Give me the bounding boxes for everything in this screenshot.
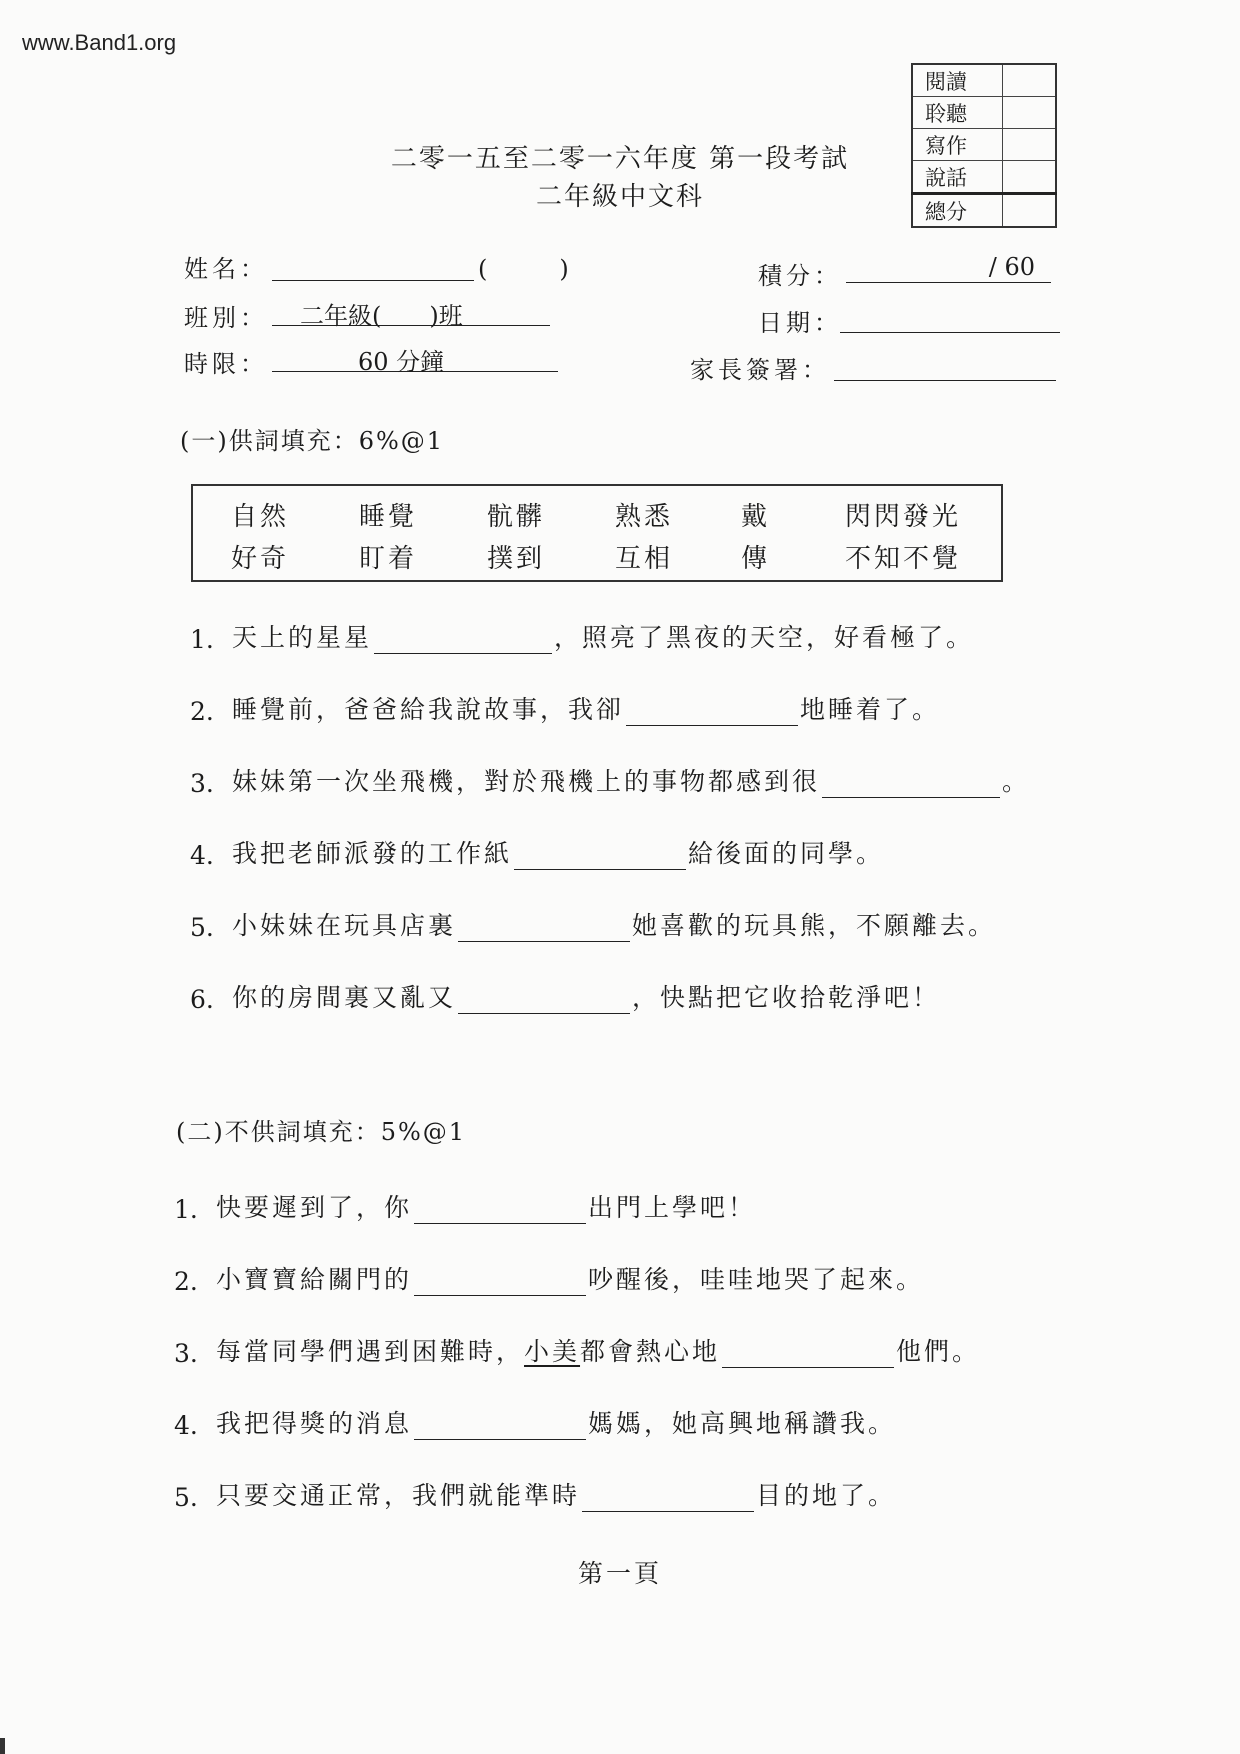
score-label: 寫作 [912, 129, 1003, 161]
answer-blank[interactable] [458, 913, 630, 942]
question-text: 。 [1002, 767, 1031, 796]
question [190, 618, 974, 654]
question-number: 2. [190, 697, 214, 726]
page-number: 第一頁 [577, 1559, 662, 1588]
section2-title: (二)不供詞填充：5%@1 [176, 1118, 467, 1146]
score-label: 聆聽 [912, 97, 1003, 129]
word-bank-item: 盯着 [359, 544, 418, 574]
question-text: 出門上學吧！ [588, 1193, 757, 1222]
word-bank-item: 撲到 [487, 544, 546, 574]
question-text: 吵醒後，哇哇地哭了起來。 [588, 1265, 925, 1294]
question-text: 每當同學們遇到困難時， [216, 1337, 525, 1366]
time-limit-value: 60 分鐘 [358, 348, 445, 376]
class-field[interactable] [272, 296, 550, 330]
question-text: 妹妹第一次坐飛機，對於飛機上的事物都感到很 [232, 767, 821, 796]
score-cell[interactable] [1003, 64, 1057, 97]
score-label: 總分 [912, 194, 1003, 228]
name-label: 姓名： [184, 255, 268, 283]
score-cell[interactable] [1003, 97, 1057, 129]
date-label: 日期： [758, 309, 842, 337]
class-label: 班別： [184, 304, 268, 332]
question [174, 1188, 756, 1224]
question [190, 690, 940, 726]
question-text: 快要遲到了，你 [216, 1193, 413, 1222]
score-row-reading [912, 64, 1056, 97]
time-limit-field [272, 342, 558, 376]
question [190, 978, 940, 1014]
score-field[interactable] [846, 253, 1051, 283]
question-number: 5. [190, 913, 214, 942]
question [190, 906, 996, 942]
answer-blank[interactable] [458, 985, 630, 1014]
question-text: 她喜歡的玩具熊，不願離去。 [632, 911, 997, 940]
exam-title: 二零一五至二零一六年度 第一段考試 [390, 144, 850, 174]
question-number: 4. [174, 1411, 198, 1440]
question-text: 只要交通正常，我們就能準時 [216, 1481, 581, 1510]
answer-blank[interactable] [582, 1483, 754, 1512]
question-text: 小妹妹在玩具店裏 [232, 911, 457, 940]
question-text: 天上的星星 [232, 623, 373, 652]
date-field[interactable] [840, 302, 1060, 333]
question-text: 你的房間裏又亂又 [232, 983, 457, 1012]
section1-title: (一)供詞填充：6%@1 [180, 427, 445, 455]
word-bank-item: 傳 [741, 544, 771, 574]
question-text: 睡覺前，爸爸給我說故事，我卻 [232, 695, 625, 724]
score-label: 閱讀 [912, 64, 1003, 97]
question [174, 1476, 896, 1512]
question-number: 4. [190, 841, 214, 870]
question-text: 地睡着了。 [800, 695, 941, 724]
question-text: 小寶寶給關門的 [216, 1265, 413, 1294]
question-number: 1. [174, 1195, 198, 1224]
question-text: 給後面的同學。 [688, 839, 885, 868]
word-bank [191, 484, 1003, 582]
question-text: 目的地了。 [756, 1481, 897, 1510]
word-bank-item: 閃閃發光 [845, 502, 962, 532]
class-number-field[interactable]: ( ) [478, 255, 577, 283]
watermark-url: www.Band1.org [22, 30, 177, 55]
exam-subtitle: 二年級中文科 [535, 182, 704, 212]
question-text: 我把老師派發的工作紙 [232, 839, 513, 868]
question-text: 我把得獎的消息 [216, 1409, 413, 1438]
answer-blank[interactable] [722, 1339, 894, 1368]
parent-signature-field[interactable] [834, 350, 1056, 381]
score-row-listening [912, 97, 1056, 129]
question-text: 都會熱心地 [580, 1337, 721, 1366]
scan-edge-mark [0, 1738, 5, 1754]
question [190, 762, 1030, 798]
question-text: 媽媽，她高興地稱讚我。 [588, 1409, 897, 1438]
word-bank-item: 睡覺 [359, 502, 418, 532]
question-number: 1. [190, 625, 214, 654]
question-text: ，照亮了黑夜的天空，好看極了。 [554, 623, 975, 652]
answer-blank[interactable] [414, 1411, 586, 1440]
word-bank-item: 戴 [741, 502, 771, 532]
score-total: / 60 [988, 253, 1035, 281]
question [174, 1260, 924, 1296]
underlined-name: 小美 [524, 1337, 581, 1366]
question [174, 1332, 980, 1368]
word-bank-item: 自然 [231, 502, 290, 532]
question-number: 3. [190, 769, 214, 798]
question [174, 1404, 896, 1440]
question-text: 他們。 [896, 1337, 981, 1366]
time-limit-label: 時限： [184, 350, 268, 378]
answer-blank[interactable] [414, 1267, 586, 1296]
question-number: 2. [174, 1267, 198, 1296]
question [190, 834, 884, 870]
question-number: 3. [174, 1339, 198, 1368]
question-number: 5. [174, 1483, 198, 1512]
word-bank-item: 熟悉 [615, 502, 674, 532]
parent-signature-label: 家長簽署： [690, 356, 830, 384]
name-field[interactable] [272, 250, 474, 281]
word-bank-item: 好奇 [231, 544, 290, 574]
word-bank-item: 互相 [615, 544, 674, 574]
score-label: 說話 [912, 161, 1003, 194]
question-text: ，快點把它收拾乾淨吧！ [632, 983, 941, 1012]
word-bank-item: 骯髒 [487, 502, 546, 532]
answer-blank[interactable] [374, 625, 552, 654]
answer-blank[interactable] [414, 1195, 586, 1224]
answer-blank[interactable] [822, 769, 1000, 798]
class-value: 二年級( )班 [300, 302, 463, 330]
answer-blank[interactable] [626, 697, 798, 726]
score-label: 積分： [758, 262, 842, 290]
answer-blank[interactable] [514, 841, 686, 870]
word-bank-item: 不知不覺 [845, 544, 962, 574]
question-number: 6. [190, 985, 214, 1014]
